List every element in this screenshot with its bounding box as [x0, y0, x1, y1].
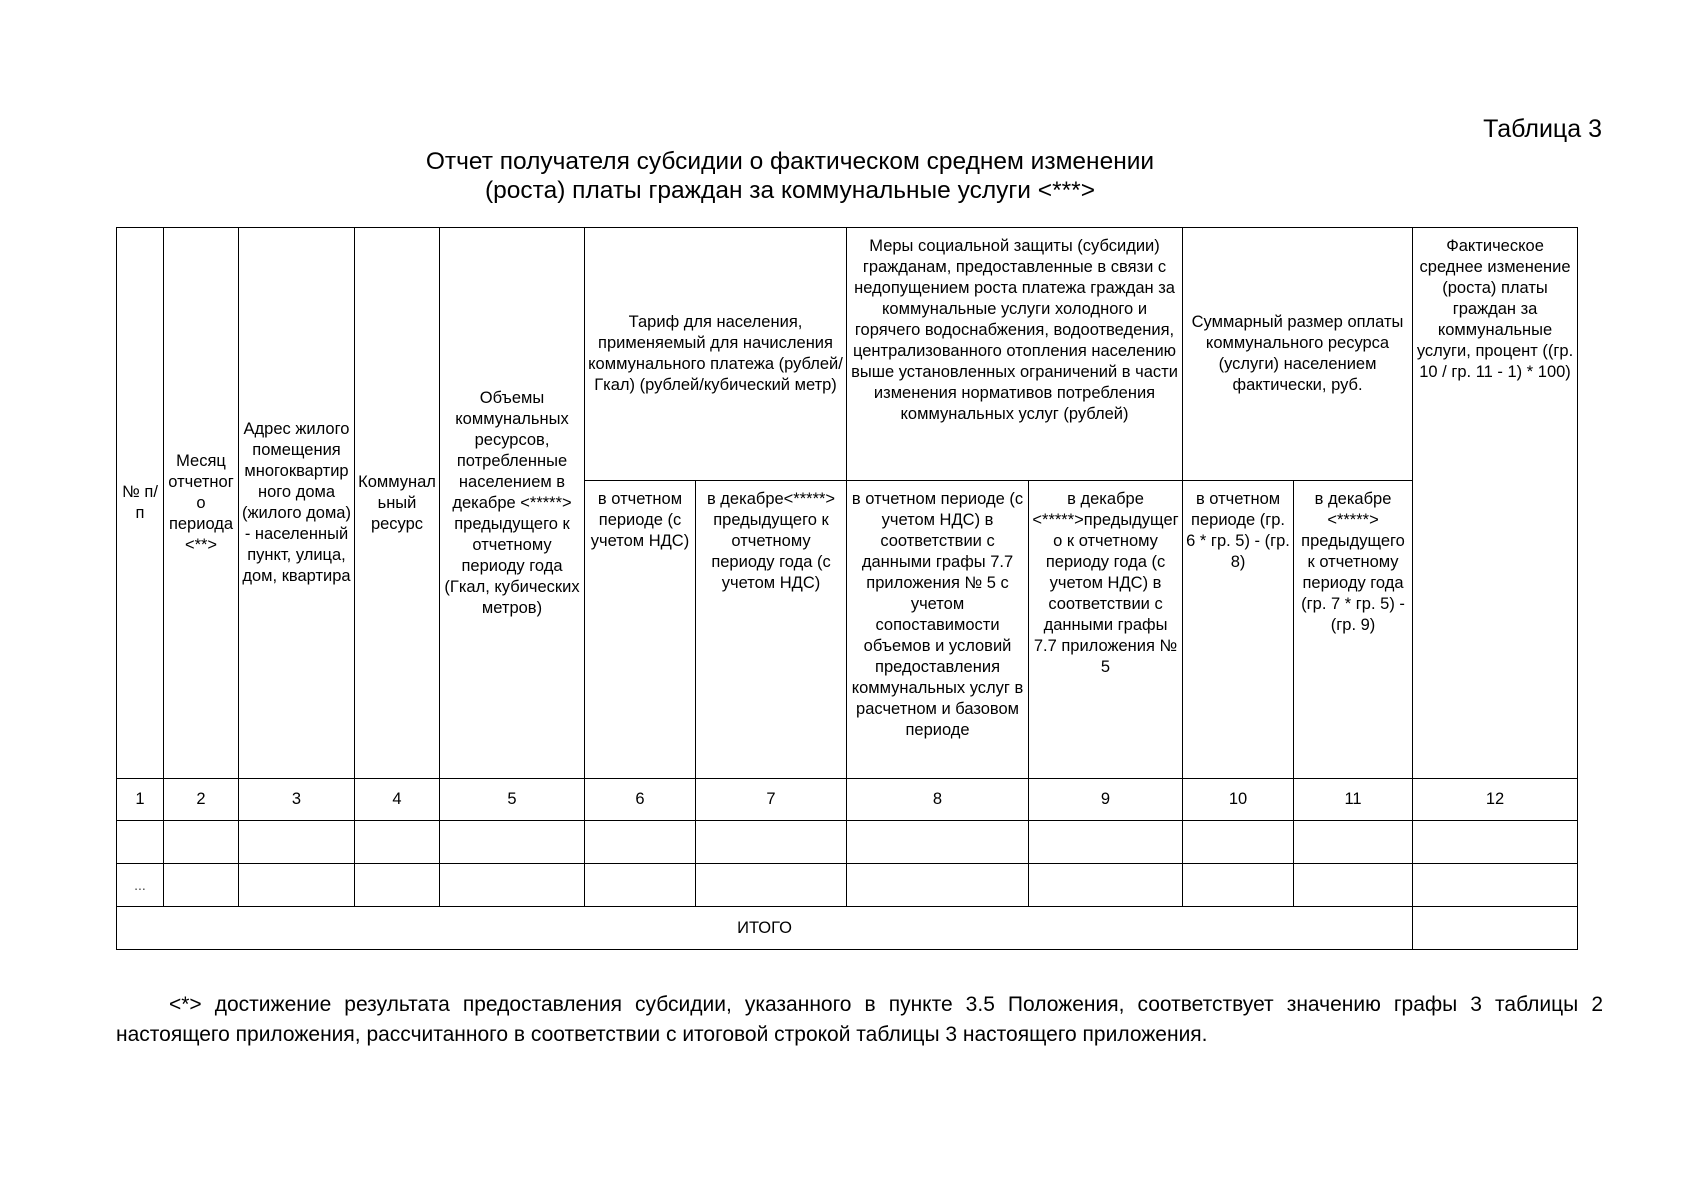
header-group-total-payment: Суммарный размер оплаты коммунального ресурса (услуги) населением фактически, руб.: [1183, 228, 1413, 481]
header-measures-current: в отчетном периоде (с учетом НДС) в соответствии с данными графы 7.7 приложения № 5 с учетом сопоставимости объемов и условий предоставления коммунальных услуг в расчетном и базовом периоде: [847, 481, 1029, 779]
table-cell: [1029, 864, 1183, 907]
column-number-row: [117, 779, 1578, 821]
header-address: Адрес жилого помещения многоквартирного дома (жилого дома) - населенный пункт, улица, дом, квартира: [239, 228, 355, 779]
header-group-tariff: Тариф для населения, применяемый для начисления коммунального платежа (рублей/Гкал) (рублей/кубический метр): [585, 228, 847, 481]
table-number-label: Таблица 3: [1483, 115, 1602, 143]
header-utility-resource: Коммунальный ресурс: [355, 228, 440, 779]
table-cell: [696, 821, 847, 864]
table-cell: [1294, 864, 1413, 907]
column-number-cell: 2: [164, 779, 239, 821]
report-title-line-2: (роста) платы граждан за коммунальные услуги <***>: [484, 177, 1096, 204]
column-number-cell: 10: [1183, 779, 1294, 821]
column-number-cell: 3: [239, 779, 355, 821]
table-cell: [164, 864, 239, 907]
column-number-cell: 6: [585, 779, 696, 821]
table-cell: [239, 864, 355, 907]
column-number-cell: 5: [440, 779, 585, 821]
column-number-cell: 12: [1413, 779, 1578, 821]
table-cell: [164, 821, 239, 864]
report-table: [116, 227, 1578, 950]
header-tariff-current: в отчетном периоде (с учетом НДС): [585, 481, 696, 779]
header-month: Месяц отчетного периода <**>: [164, 228, 239, 779]
table-cell: [1183, 864, 1294, 907]
table-cell: [1413, 821, 1578, 864]
header-group-social-measures: Меры социальной защиты (субсидии) гражданам, предоставленные в связи с недопущением роста платежа граждан за коммунальные услуги холодного и горячего водоснабжения, водоотведения, централизованного отопления населению выше установленных ограничений в части изменения нормативов потребления коммунальных услуг (рублей): [847, 228, 1183, 481]
footnote: <*> достижение результата предоставления субсидии, указанного в пункте 3.5 Положения, соответствует значению графы 3 таблицы 2 настоящего приложения, рассчитанного в соответствии с итоговой строкой таблицы 3 настоящего приложения.: [116, 993, 1603, 1046]
column-number-cell: 7: [696, 779, 847, 821]
table-cell: [585, 864, 696, 907]
ellipsis-cell: ...: [117, 864, 164, 907]
table-cell: [355, 821, 440, 864]
column-number-cell: 1: [117, 779, 164, 821]
table-row: [117, 821, 1578, 864]
column-number-cell: 11: [1294, 779, 1413, 821]
report-title-line-1: Отчет получателя субсидии о фактическом среднем изменении: [425, 148, 1155, 175]
column-number-cell: 9: [1029, 779, 1183, 821]
report-title: [115, 147, 1465, 205]
total-value-cell: [1413, 907, 1578, 950]
total-row: [117, 907, 1578, 950]
table-cell: [847, 864, 1029, 907]
table-cell: [440, 864, 585, 907]
header-measures-december: в декабре <*****>предыдущего к отчетному периоду года (с учетом НДС) в соответствии с данными графы 7.7 приложения № 5: [1029, 481, 1183, 779]
table-cell: [585, 821, 696, 864]
header-row-number: № п/п: [117, 228, 164, 779]
header-tariff-december: в декабре<*****> предыдущего к отчетному периоду года (с учетом НДС): [696, 481, 847, 779]
table-row: [117, 864, 1578, 907]
table-cell: [1294, 821, 1413, 864]
table-cell: [1183, 821, 1294, 864]
table-cell: [1413, 864, 1578, 907]
total-label: ИТОГО: [117, 907, 1413, 950]
header-volumes: Объемы коммунальных ресурсов, потребленные населением в декабре <*****> предыдущего к отчетному периоду года (Гкал, кубических метров): [440, 228, 585, 779]
column-number-cell: 8: [847, 779, 1029, 821]
table-cell: [1029, 821, 1183, 864]
table-cell: [355, 864, 440, 907]
header-average-change: Фактическое среднее изменение (роста) платы граждан за коммунальные услуги, процент ((гр. 10 / гр. 11 - 1) * 100): [1413, 228, 1578, 779]
column-number-cell: 4: [355, 779, 440, 821]
table-cell: [440, 821, 585, 864]
header-total-current: в отчетном периоде (гр. 6 * гр. 5) - (гр. 8): [1183, 481, 1294, 779]
table-cell: [847, 821, 1029, 864]
table-cell: [117, 821, 164, 864]
table-cell: [239, 821, 355, 864]
header-total-december: в декабре <*****> предыдущего к отчетному периоду года (гр. 7 * гр. 5) - (гр. 9): [1294, 481, 1413, 779]
table-cell: [696, 864, 847, 907]
